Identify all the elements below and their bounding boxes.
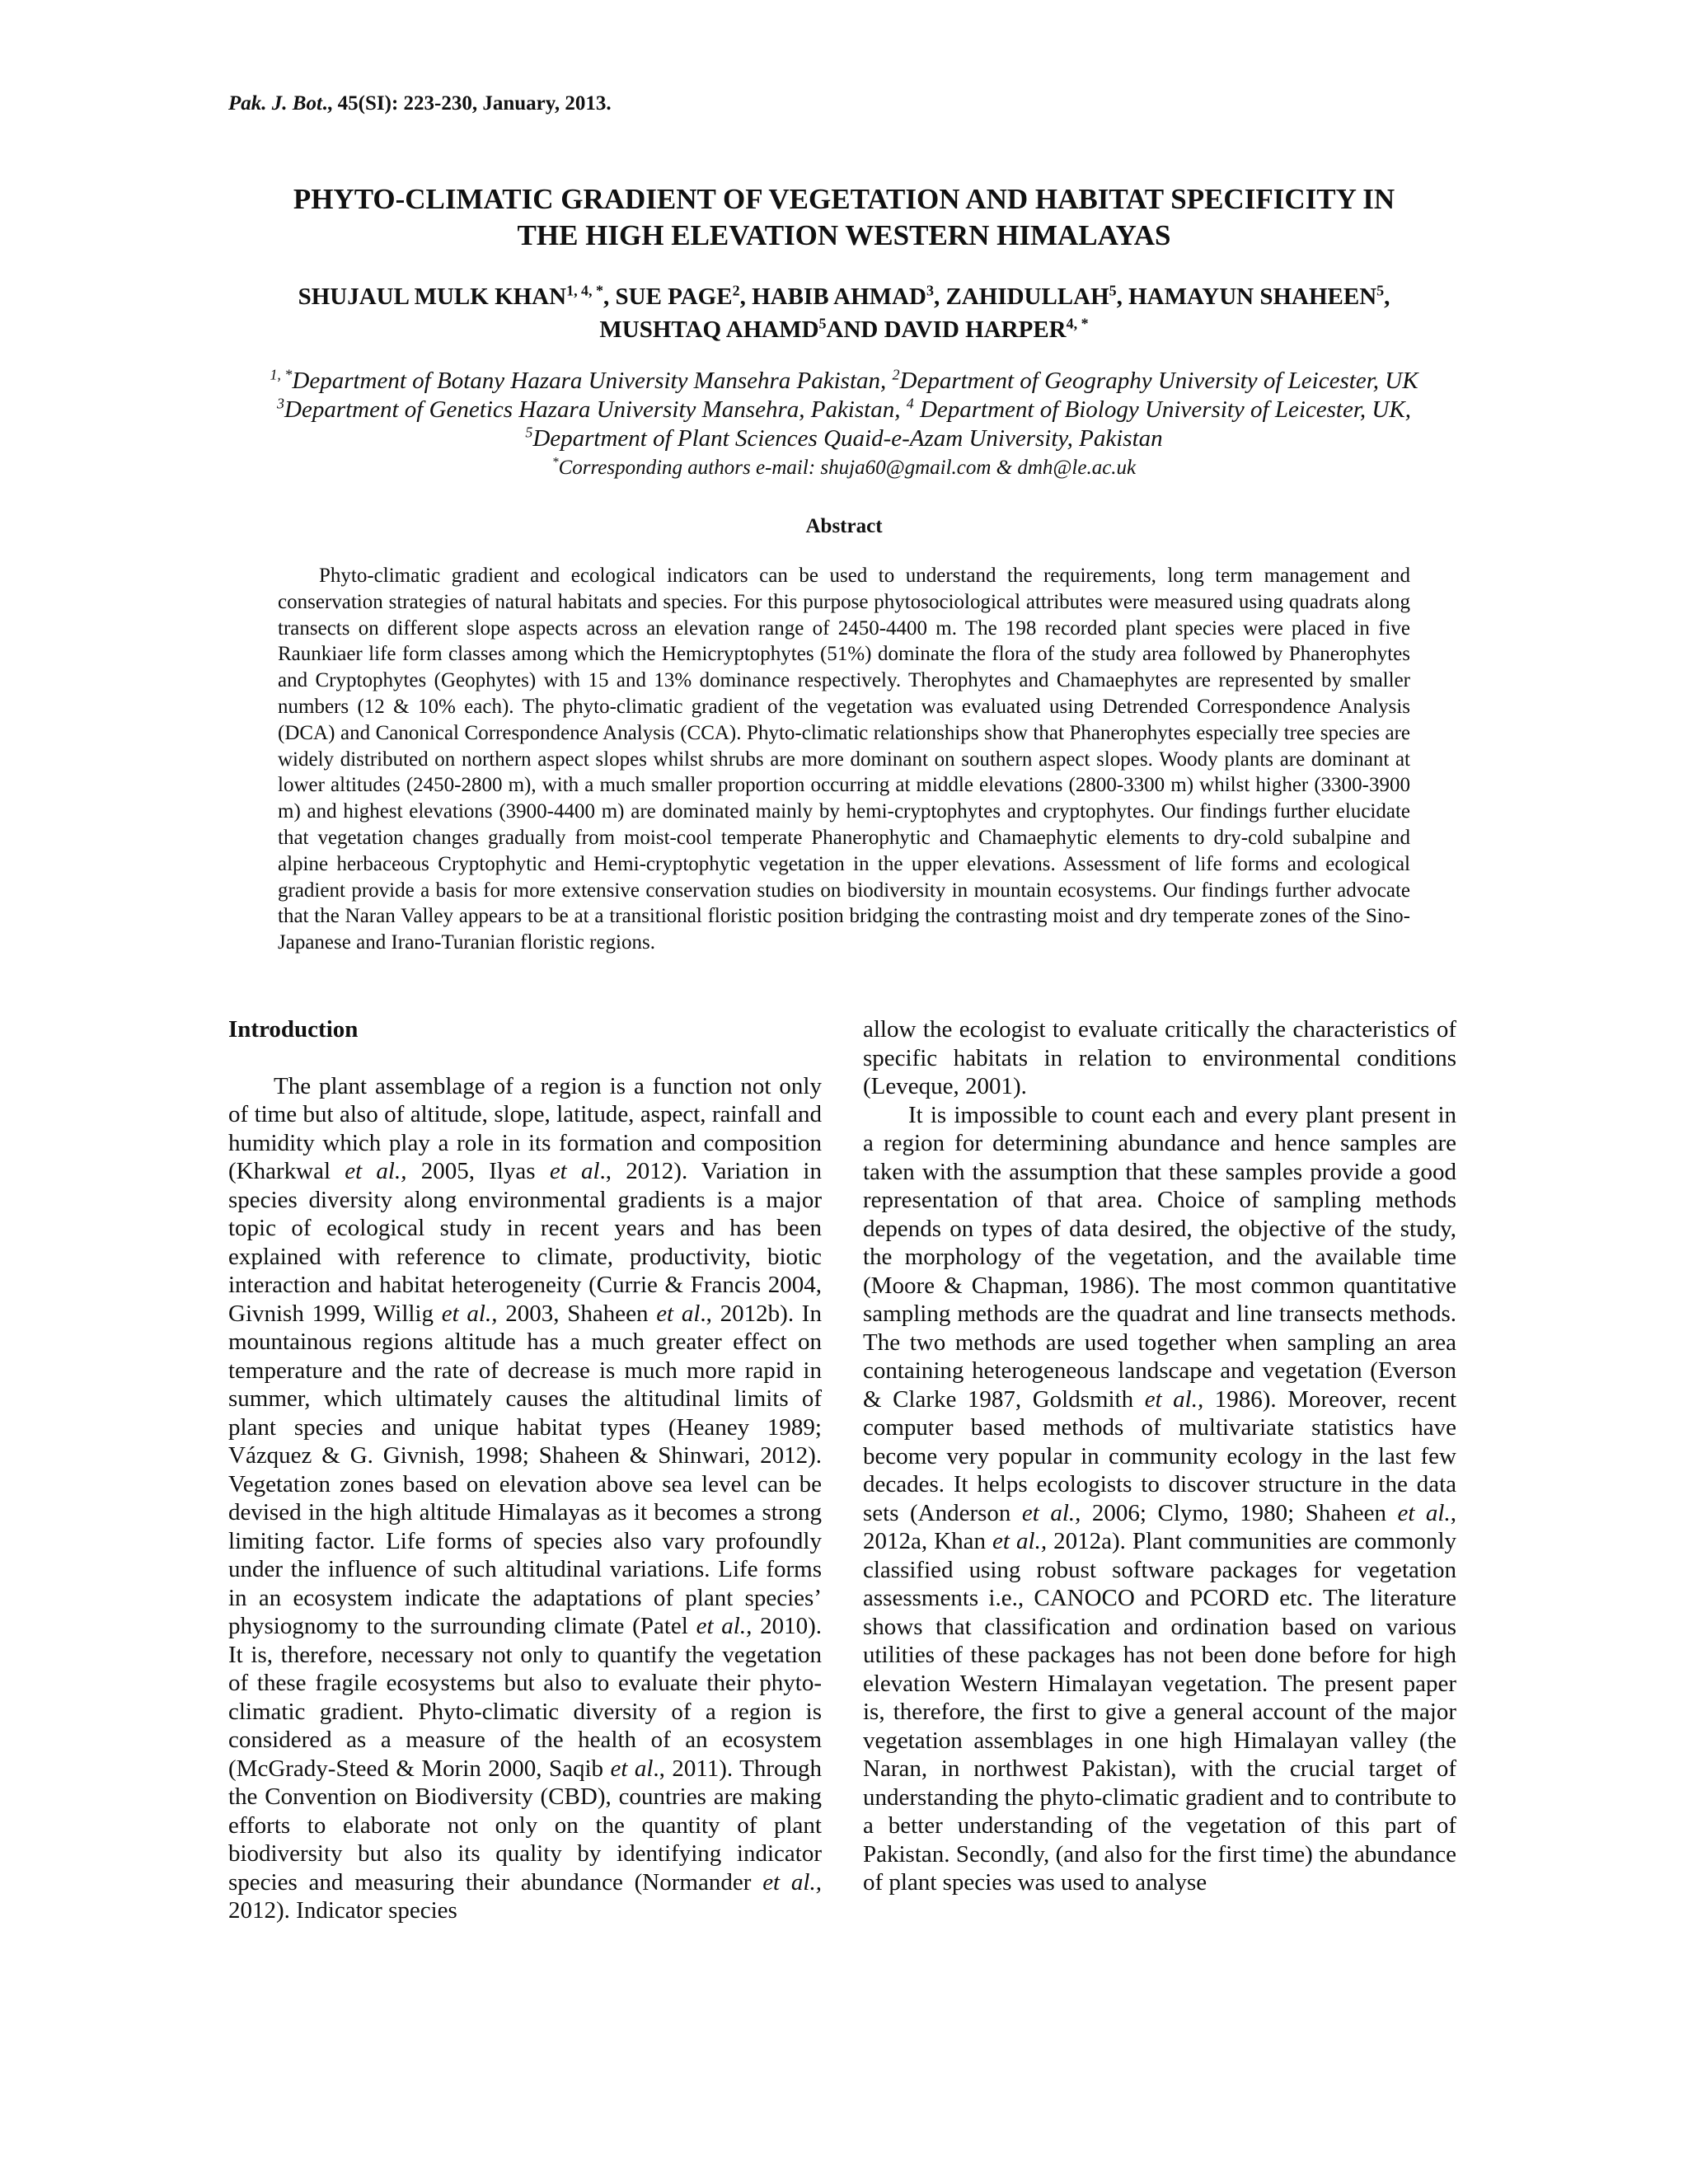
abstract-body: Phyto-climatic gradient and ecological indicators can be used to understand the requirements, long term management and conservation strategies of natural habitats and species. For this purpose phytosociological attributes were measured using quadrats along transects on different slope aspects across an elevation range of 2450-4400 m. The 198 recorded plant species were placed in five Raunkiaer life form classes among which the Hemicryptophytes (51%) dominate the flora of the study area followed by Phanerophytes and Cryptophytes (Geophytes) with 15 and 13% dominance respectively. Therophytes and Chamaephytes are represented by smaller numbers (12 & 10% each). The phyto-climatic gradient of the vegetation was evaluated using Detrended Correspondence Analysis (DCA) and Canonical Correspondence Analysis (CCA). Phyto-climatic relationships show that Phanerophytes especially tree species are widely distributed on northern aspect slopes whilst shrubs are more dominant on southern aspect slopes. Woody plants are dominant at lower altitudes (2450-2800 m), with a much smaller proportion occurring at middle elevations (2800-3300 m) whilst higher (3300-3900 m) and highest elevations (3900-4400 m) are dominated mainly by hemi-cryptophytes and cryptophytes. Our findings further elucidate that vegetation changes gradually from moist-cool temperate Phanerophytic and Chamaephytic elements to dry-cold subalpine and alpine herbaceous Cryptophytic and Hemi-cryptophytic vegetation in the upper elevations. Assessment of life forms and ecological gradient provide a basis for more extensive conservation studies on biodiversity in mountain ecosystems. Our findings further advocate that the Naran Valley appears to be at a transitional floristic position bridging the contrasting moist and dry temperate zones of the Sino-Japanese and Irano-Turanian floristic regions. [278, 565, 1410, 954]
text-run: 2006; Clymo, 1980; Shaheen [1081, 1499, 1398, 1526]
italic-run: et al., [1144, 1385, 1204, 1413]
paper-title [198, 181, 1490, 254]
affil-mark: * [551, 455, 559, 470]
text-run: 1986). Moreover, recent computer based methods of multivariate statistics have become very popular in community ecology in the last few decades. It helps ecologists to discover structure in the data sets (Anderson [863, 1385, 1456, 1526]
text-run: ., 2012). Variation in species diversity along environmental gradients is a major topic of ecological study in recent years and has been explained with reference to climate, productivity, biotic interaction and habitat heterogeneity (Currie & Francis 2004, Givnish 1999, Willig [228, 1158, 822, 1327]
author-name: MUSHTAQ AHAMD [599, 316, 819, 343]
text-run: 2012a). Plant communities are commonly classified using robust software packages for vegetation assessments i.e., CANOCO and PCORD etc. The literature shows that classification and ordination based on various utilities of these packages has not been done before for high elevation Western Himalayan vegetation. The present paper is, therefore, the first to give a general account of the major vegetation assemblages in one high Himalayan valley (the Naran, in northwest Pakistan), with the crucial target of understanding the phyto-climatic gradient and to contribute to a better understanding of the vegetation of this part of Pakistan. Secondly, (and also for the first time) the abundance of plant species was used to analyse [863, 1528, 1456, 1896]
italic-run: et al. [1397, 1499, 1451, 1526]
author-affil-mark: 5 [818, 315, 827, 332]
intro-paragraph-continued: allow the ecologist to evaluate critically the characteristics of specific habitats in relation to environmental conditions (Leveque, 2001). [863, 1016, 1456, 1099]
italic-run: et al [656, 1300, 701, 1327]
italic-run: et al [610, 1755, 654, 1782]
affil-mark: 3 [277, 395, 285, 412]
intro-paragraph-2 [863, 1101, 1456, 1897]
author-affil-mark: 4, * [1066, 315, 1089, 332]
author-affil-mark: 5 [1109, 282, 1117, 299]
journal-abbrev: Pak. J. Bot [228, 92, 322, 115]
author-affil-mark: 2 [732, 282, 740, 299]
corresponding-email [198, 453, 1490, 482]
affiliation-line-3 [198, 424, 1490, 453]
text-run: It is impossible to count each and every plant present in a region for determining abundance and hence samples are taken with the assumption that these samples provide a good representation of that area. Choice of sampling methods depends on types of data desired, the objective of the study, the morphology of the vegetation, and the available time (Moore & Chapman, 1986). The most common quantitative sampling methods are the quadrat and line transects methods. The two methods are used together when sampling an area containing heterogeneous landscape and vegetation (Everson & Clarke 1987, Goldsmith [863, 1101, 1456, 1413]
abstract-heading: Abstract [805, 515, 883, 537]
text-run: ., 2012b). In mountainous regions altitude has a much greater effect on temperature and the rate of decrease is much more rapid in summer, which ultimately causes the altitudinal limits of plant species and unique habitat types (Heaney 1989; Vázquez & G. Givnish, 1998; Shaheen & Shinwari, 2012). Vegetation zones based on elevation above sea level can be devised in the high altitude Himalayas as it becomes a strong limiting factor. Life forms of species also vary profoundly under the influence of such altitudinal variations. Life forms in an ecosystem indicate the adaptations of plant species’ physiognomy to the surrounding climate (Patel [228, 1300, 822, 1639]
italic-run: et al., [696, 1613, 753, 1639]
italic-run: et al., [441, 1300, 498, 1327]
author-line-2 [198, 313, 1490, 346]
author-name: , ZAHIDULLAH [933, 284, 1109, 310]
affil-mark: 4 [906, 395, 914, 412]
author-name: AND DAVID HARPER [826, 316, 1067, 343]
text-run: 2010). It is, therefore, necessary not only to quantify the vegetation of these fragile ecosystems but also to evaluate their phyto-climatic gradient. Phyto-climatic diversity of a region is considered as a measure of the health of an ecosystem (McGrady-Steed & Morin 2000, Saqib [228, 1613, 822, 1782]
text-run: ., 2011). Through the Convention on Biodiversity (CBD), countries are making efforts to elaborate not only on the quantity of plant biodiversity but also its quality by identifying indicator species and measuring their abundance (Normander [228, 1755, 822, 1896]
affiliation-text: Department of Genetics Hazara University Mansehra, Pakistan, [284, 396, 907, 423]
author-line-1 [198, 280, 1490, 313]
affiliations [198, 367, 1490, 482]
affiliation-text: Department of Plant Sciences Quaid-e-Azam University, Pakistan [532, 425, 1163, 452]
affiliation-line-2 [198, 396, 1490, 424]
text-run: , 2012a, Khan [863, 1499, 1456, 1554]
author-name: , HAMAYUN SHAHEEN [1116, 284, 1377, 310]
right-column [863, 1015, 1456, 1897]
author-affil-mark: 5 [1376, 282, 1385, 299]
affiliation-text: Department of Biology University of Leicester, UK, [913, 396, 1411, 423]
title-line-1: PHYTO-CLIMATIC GRADIENT OF VEGETATION AND HABITAT SPECIFICITY IN [293, 183, 1395, 215]
author-name: , SUE PAGE [603, 284, 733, 310]
author-separator: , [1384, 284, 1390, 310]
italic-run: et al., [345, 1158, 407, 1184]
affil-mark: 2 [892, 366, 900, 383]
text-run: The plant assemblage of a region is a function not only of time but also of altitude, slope, latitude, aspect, rainfall and humidity which play a role in its formation and composition (Kharkwal [228, 1072, 822, 1184]
left-column [228, 1015, 822, 1925]
intro-paragraph-1 [228, 1072, 822, 1925]
email-text: Corresponding authors e-mail: shuja60@gmail.com & dmh@le.ac.uk [558, 457, 1137, 479]
text-run: 2005, Ilyas [406, 1158, 550, 1184]
affil-mark: 1, * [270, 366, 293, 383]
introduction-heading: Introduction [228, 1016, 359, 1043]
title-line-2: THE HIGH ELEVATION WESTERN HIMALAYAS [517, 219, 1171, 251]
journal-volume-info: ., 45(SI): 223-230, January, 2013. [321, 92, 612, 115]
affiliation-line-1 [198, 367, 1490, 396]
author-name: SHUJAUL MULK KHAN [298, 284, 567, 310]
author-affil-mark: 3 [926, 282, 934, 299]
author-affil-mark: 1, 4, * [566, 282, 603, 299]
affiliation-text: Department of Botany Hazara University Mansehra Pakistan, [292, 368, 893, 394]
author-list [198, 280, 1490, 346]
affil-mark: 5 [525, 424, 533, 441]
journal-citation [228, 92, 612, 115]
text-run: 2003, Shaheen [497, 1300, 657, 1327]
text-run: 2012). Indicator species [228, 1897, 457, 1924]
italic-run: et al., [1021, 1499, 1081, 1526]
affiliation-text: Department of Geography University of Leicester, UK [899, 368, 1418, 394]
italic-run: et al [549, 1158, 600, 1184]
italic-run: et al., [762, 1868, 822, 1896]
author-name: , HABIB AHMAD [739, 284, 926, 310]
italic-run: et al., [992, 1528, 1048, 1554]
